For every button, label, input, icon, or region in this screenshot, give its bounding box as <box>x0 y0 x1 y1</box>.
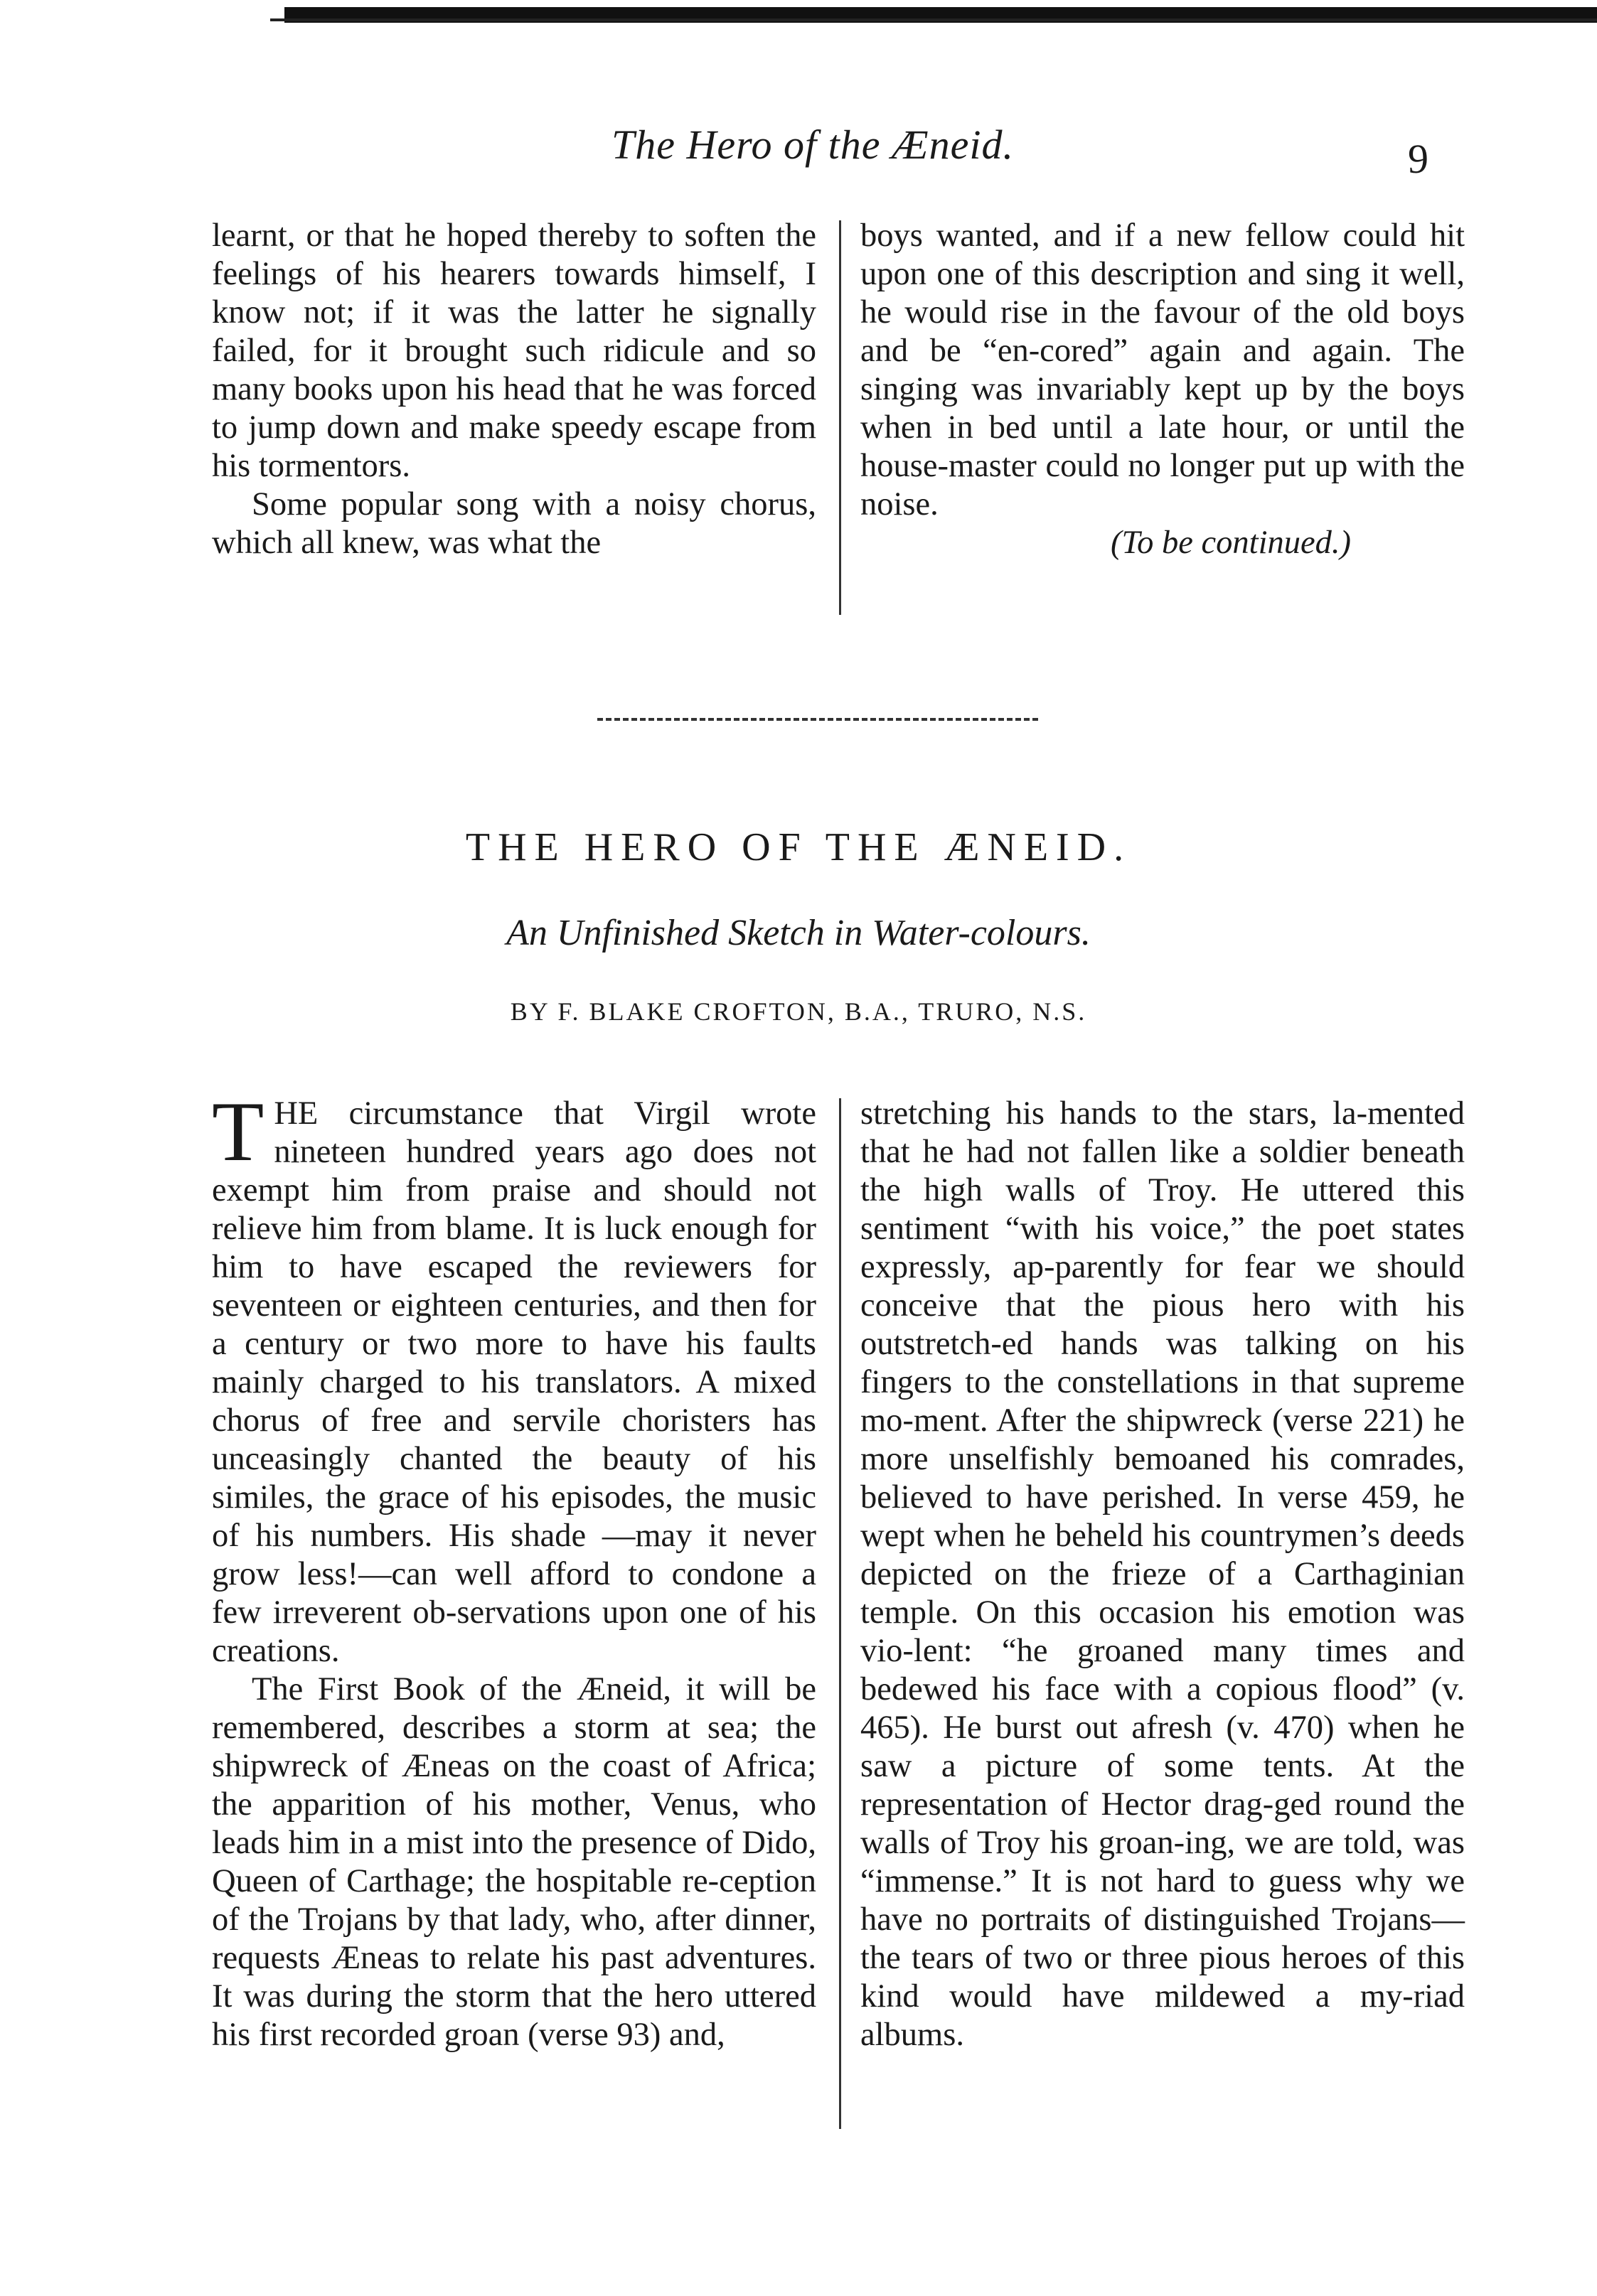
page-number: 9 <box>1408 136 1428 182</box>
continuation-right-column <box>860 217 1465 562</box>
article-left-column <box>212 1084 816 2054</box>
top-border-line <box>270 18 1597 21</box>
column-divider-top <box>839 220 841 615</box>
column-divider-bottom <box>839 1098 841 2129</box>
article-byline: BY F. BLAKE CROFTON, B.A., TRURO, N.S. <box>510 997 1087 1026</box>
article-paragraph-1-text: HE circumstance that Virgil wrote nineteen hundred years ago does not exempt him from praise and should not relieve him from blame. It is luck enough for him to have escaped the reviewers for seventeen or eighteen centuries, and then for a century or two more to have his faults mainly charged to his translators. A mixed chorus of free and servile choristers has unceasingly chanted the beauty of his similes, the grace of his episodes, the music of his numbers. His shade —may it never grow less!—can well afford to condone a few irreverent ob-servations upon one of his creations. <box>212 1095 816 1669</box>
article-paragraph-1 <box>212 1084 816 1670</box>
to-be-continued: (To be continued.) <box>1111 525 1351 561</box>
continuation-left-column <box>212 217 816 562</box>
article-title: THE HERO OF THE ÆNEID. <box>465 825 1132 869</box>
continuation-right-paragraph: boys wanted, and if a new fellow could hit upon one of this description and sing it well, he would rise in the favour of the old boys and be “en-cored” again and again. The singing was invariably kept up by the boys when in bed until a late hour, or until the house-master could no longer put up with the noise. <box>860 218 1465 522</box>
drop-cap: T <box>212 1084 265 1179</box>
article-paragraph-2: The First Book of the Æneid, it will be remembered, describes a storm at sea; the shipwreck of Æneas on the coast of Africa; the apparition of his mother, Venus, who leads him in a mist into the presence of Dido, Queen of Carthage; the hospitable re-ception of the Trojans by that lady, who, after dinner, requests Æneas to relate his past adventures. It was during the storm that the hero uttered his first recorded groan (verse 93) and, <box>212 1671 816 2053</box>
continuation-left-paragraph: learnt, or that he hoped thereby to soften the feelings of his hearers towards himself, I know not; if it was the latter he signally failed, for it brought such ridicule and so many books upon his head that he was forced to jump down and make speedy escape from his tormentors. <box>212 218 816 484</box>
article-right-column <box>860 1095 1465 2054</box>
section-separator <box>597 718 1038 724</box>
continuation-left-paragraph-2: Some popular song with a noisy chorus, which all knew, was what the <box>212 486 816 561</box>
article-subtitle: An Unfinished Sketch in Water-colours. <box>506 913 1091 953</box>
running-head: The Hero of the Æneid. <box>611 122 1014 168</box>
article-paragraph-3: stretching his hands to the stars, la-mented that he had not fallen like a soldier beneath the high walls of Troy. He uttered this sentiment “with his voice,” the poet states expressly, ap-parently for fear we should conceive that the pious hero with his outstretch-ed hands was talking on his fingers to the constellations in that supreme mo-ment. After the shipwreck (verse 221) he more unselfishly bemoaned his comrades, believed to have perished. In verse 459, he wept when he beheld his countrymen’s deeds depicted on the frieze of a Carthaginian temple. On this occasion his emotion was vio-lent: “he groaned many times and bedewed his face with a copious flood” (v. 465). He burst out afresh (v. 470) when he saw a picture of some tents. At the representation of Hector drag-ged round the walls of Troy his groan-ing, we are told, was “immense.” It is not hard to guess why we have no portraits of distinguished Trojans—the tears of two or three pious heroes of this kind would have mildewed a my-riad albums. <box>860 1095 1465 2053</box>
